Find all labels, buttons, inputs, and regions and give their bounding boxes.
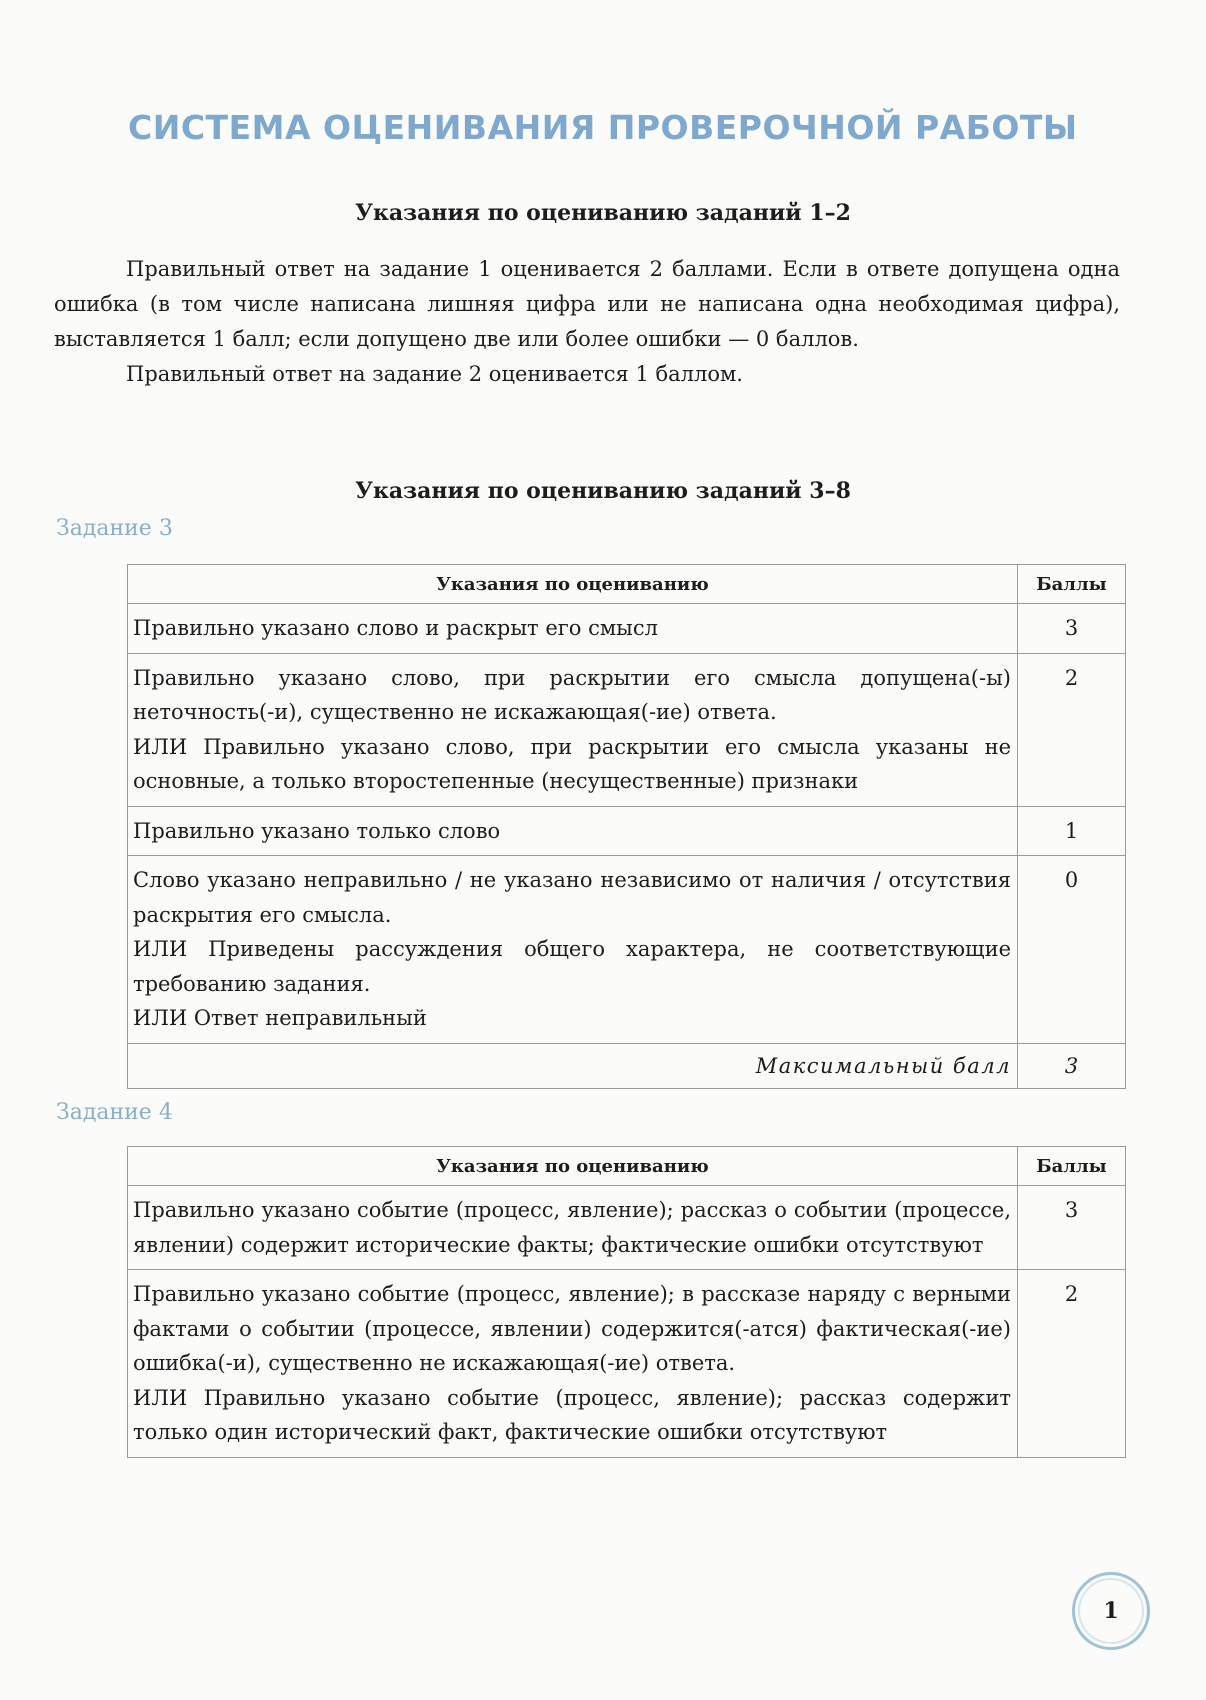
intro-paragraph: Правильный ответ на задание 2 оценивается 1 баллом. [126,362,743,386]
criteria-cell [128,1186,1018,1270]
intro-paragraph: Правильный ответ на задание 1 оценивается 2 баллами. Если в ответе допущена одна ошибка (в том числе написана лишняя цифра или не написана одна необходимая цифра), выставляется 1 балл; если допущено две или более ошибки — 0 баллов. [54,257,1120,351]
criteria-text: Слово указано неправильно / не указано независимо от наличия / отсутствия раскрытия его смысла. [133,868,1011,927]
criteria-cell [128,806,1018,856]
table-row [128,1186,1126,1270]
points-cell: 3 [1018,1186,1126,1270]
criteria-text: ИЛИ Правильно указано событие (процесс, явление); рассказ содержит только один исторический факт, фактические ошибки отсутствуют [133,1385,1011,1444]
task-4-label: Задание 4 [56,1100,173,1125]
points-cell: 0 [1018,856,1126,1044]
criteria-text: ИЛИ Правильно указано слово, при раскрытии его смысла указаны не основные, а только второстепенные (несущественные) признаки [133,734,1011,793]
points-column-header: Баллы [1018,565,1126,604]
table-row [128,806,1126,856]
task-4-table [127,1146,1126,1458]
task-3-table [127,564,1126,1089]
table-header-row [128,1147,1126,1186]
points-cell: 2 [1018,1270,1126,1458]
page-title: СИСТЕМА ОЦЕНИВАНИЯ ПРОВЕРОЧНОЙ РАБОТЫ [128,108,1078,147]
criteria-cell [128,1270,1018,1458]
table-row [128,1270,1126,1458]
section-heading-tasks-3-8: Указания по оцениванию заданий 3–8 [355,478,851,504]
criteria-cell [128,653,1018,806]
criteria-text: ИЛИ Ответ неправильный [133,1006,427,1030]
criteria-text: Правильно указано слово и раскрыт его смысл [133,616,658,640]
table-row [128,653,1126,806]
task-3-label: Задание 3 [56,516,173,541]
intro-text [54,252,1120,392]
criteria-cell [128,604,1018,654]
points-cell: 1 [1018,806,1126,856]
table-row [128,604,1126,654]
table-header-row [128,565,1126,604]
table-row [128,856,1126,1044]
criteria-text: Правильно указано событие (процесс, явление); рассказ о событии (процессе, явлении) содержит исторические факты; фактические ошибки отсутствуют [133,1198,1011,1257]
criteria-cell [128,856,1018,1044]
max-score-value: 3 [1018,1043,1126,1088]
criteria-column-header: Указания по оцениванию [128,1147,1018,1186]
max-score-label: Максимальный балл [128,1043,1018,1088]
section-heading-tasks-1-2: Указания по оцениванию заданий 1–2 [355,200,851,226]
points-cell: 3 [1018,604,1126,654]
criteria-column-header: Указания по оцениванию [128,565,1018,604]
page-number: 1 [1072,1572,1150,1650]
points-column-header: Баллы [1018,1147,1126,1186]
criteria-text: ИЛИ Приведены рассуждения общего характера, не соответствующие требованию задания. [133,937,1011,996]
criteria-text: Правильно указано событие (процесс, явление); в рассказе наряду с верными фактами о событии (процессе, явлении) содержится(-атся) фактическая(-ие) ошибка(-и), существенно не искажающая(-ие) ответа. [133,1282,1011,1375]
criteria-text: Правильно указано только слово [133,818,501,843]
points-cell: 2 [1018,653,1126,806]
criteria-text: Правильно указано слово, при раскрытии его смысла допущена(-ы) неточность(-и), существенно не искажающая(-ие) ответа. [133,665,1011,724]
max-score-row [128,1043,1126,1088]
